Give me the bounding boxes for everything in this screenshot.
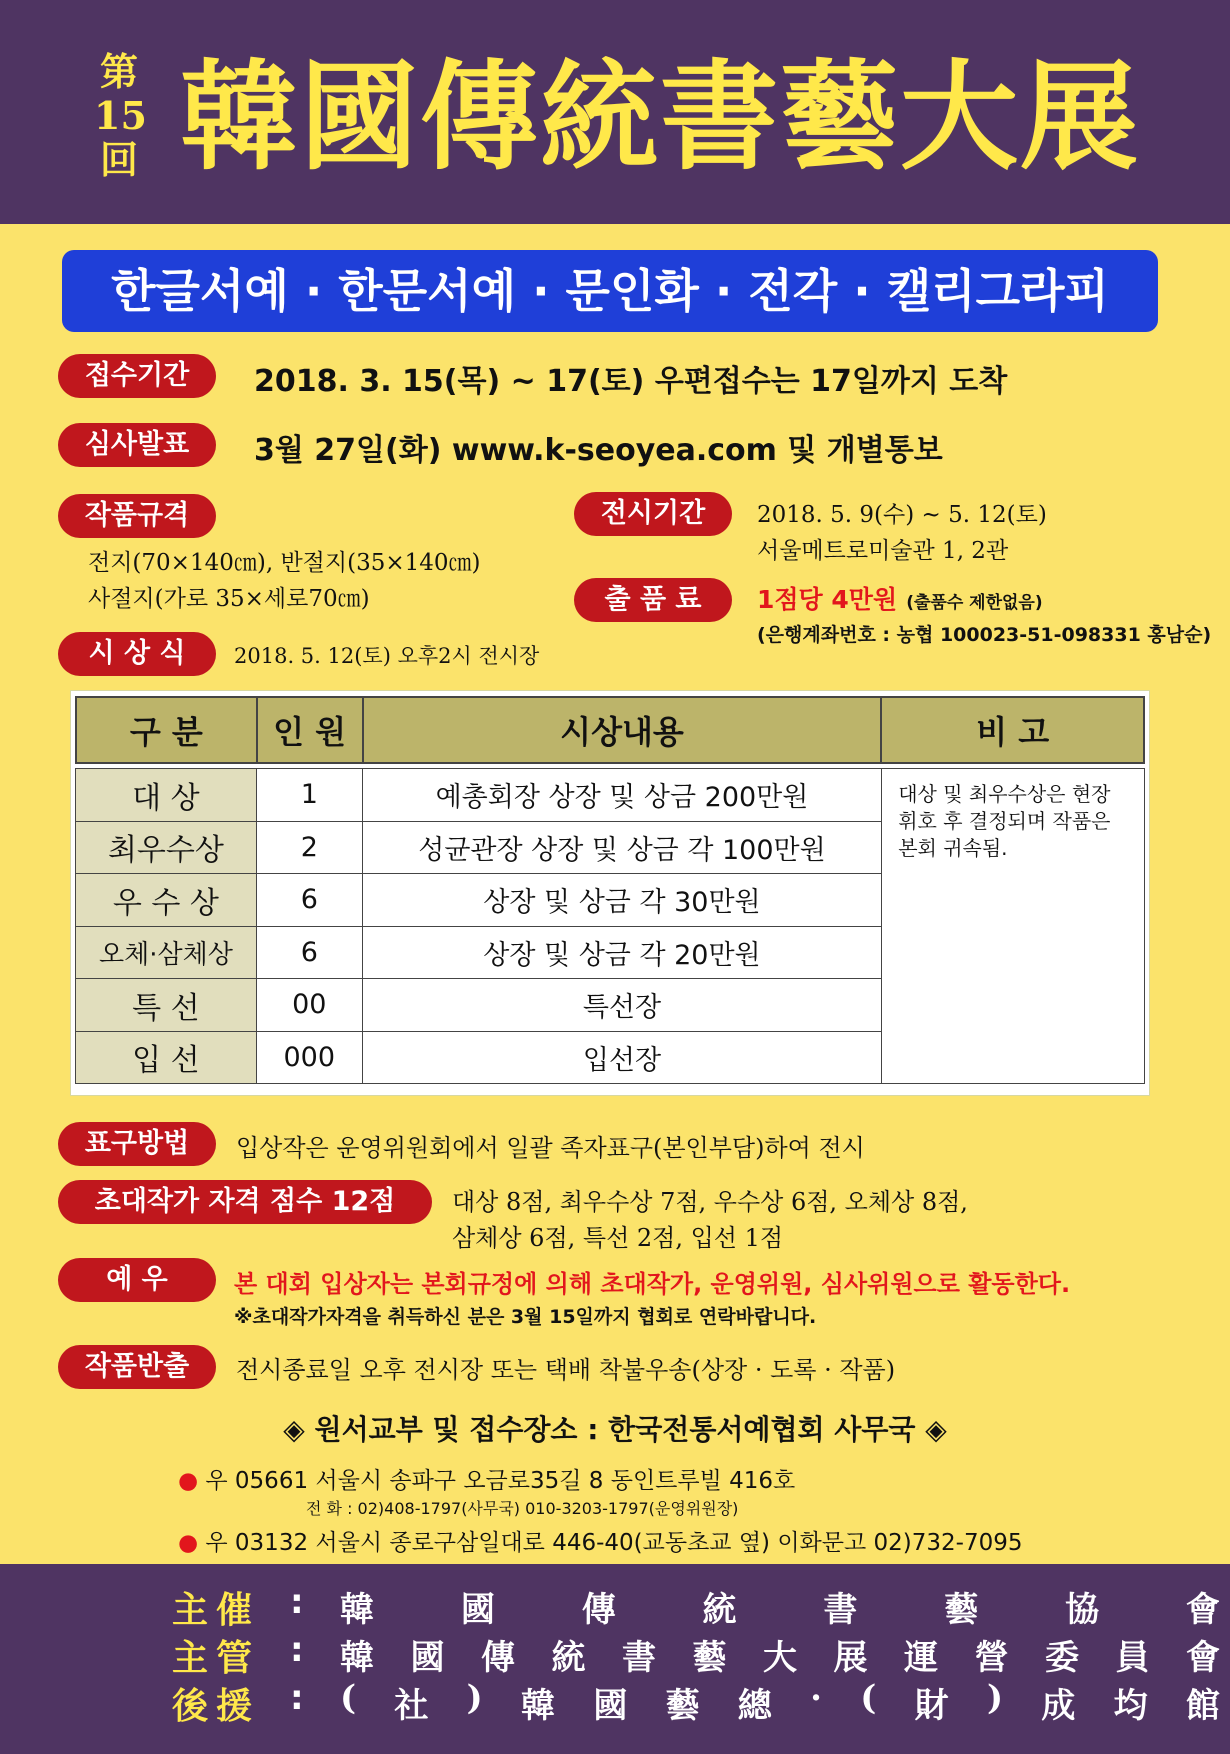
row-count: 000 <box>256 1031 362 1084</box>
invited-line-1: 대상 8점, 최우수상 7점, 우수상 6점, 오체상 8점, <box>452 1188 968 1216</box>
bullet-icon: ● <box>178 1468 199 1494</box>
char: 韓 <box>521 1686 556 1726</box>
edition-label <box>94 49 147 182</box>
row-category: 오체·삼체상 <box>76 926 257 979</box>
privilege-text: 본 대회 입상자는 본회규정에 의해 초대작가, 운영위원, 심사위원으로 활동한다. <box>234 1270 1071 1298</box>
row-content: 예총회장 상장 및 상금 200만원 <box>362 769 881 822</box>
row-count: 1 <box>256 769 362 822</box>
contact-heading: ◈ 원서교부 및 접수장소 : 한국전통서예협회 사무국 ◈ <box>283 1413 947 1446</box>
exhibition-label: 전시기간 <box>574 492 732 536</box>
fee-label: 출 품 료 <box>574 578 732 622</box>
char: 總 <box>737 1686 772 1726</box>
row-content: 입선장 <box>362 1031 881 1084</box>
char: 統 <box>702 1590 737 1630</box>
row-category: 우 수 상 <box>76 874 257 927</box>
char: 書 <box>823 1590 858 1630</box>
char: 協 <box>1065 1590 1100 1630</box>
invited-label: 초대작가 자격 점수 12점 <box>58 1180 432 1224</box>
char: 藝 <box>692 1638 727 1678</box>
row-content: 특선장 <box>362 979 881 1032</box>
reception-text: 2018. 3. 15(목) ~ 17(토) 우편접수는 17일까지 도착 <box>254 364 1008 399</box>
contact-address-2 <box>178 1524 1022 1557</box>
exhibition-date: 2018. 5. 9(수) ~ 5. 12(토) <box>757 502 1047 528</box>
awards-body <box>75 768 1145 1084</box>
spec-label: 작품규격 <box>58 494 216 538</box>
footer-band <box>0 1564 1230 1754</box>
row-category: 입 선 <box>76 1031 257 1084</box>
char: 傳 <box>581 1590 616 1630</box>
char: 書 <box>622 1638 656 1678</box>
row-content: 상장 및 상금 각 20만원 <box>362 926 881 979</box>
char: 韓 <box>340 1638 374 1678</box>
edition-char: 第 <box>99 49 138 94</box>
returning-label: 작품반출 <box>58 1345 216 1389</box>
char: 統 <box>551 1638 586 1678</box>
row-count: 6 <box>256 926 362 979</box>
header-row <box>76 697 1144 763</box>
header-band <box>0 0 1230 224</box>
fee-line <box>757 580 1043 616</box>
address-text: 우 03132 서울시 종로구삼일대로 446-40(교동초교 옆) 이화문고 02)732-7095 <box>205 1530 1023 1556</box>
host-name <box>340 1630 1220 1679</box>
char: 國 <box>460 1590 495 1630</box>
char: 營 <box>974 1638 1009 1678</box>
separator: : <box>290 1678 304 1718</box>
char: 韓 <box>340 1590 374 1630</box>
privilege-note: ※초대작가자격을 취득하신 분은 3월 15일까지 협회로 연락바랍니다. <box>234 1306 817 1328</box>
mounting-label: 표구방법 <box>58 1122 216 1166</box>
row-count: 6 <box>256 874 362 927</box>
char: 運 <box>904 1638 938 1678</box>
row-category: 최우수상 <box>76 821 257 874</box>
contact-phone: 전 화 : 02)408-1797(사무국) 010-3203-1797(운영위원장) <box>306 1499 739 1518</box>
col-note: 비 고 <box>881 697 1144 763</box>
row-note: 대상 및 최우수상은 현장 휘호 후 결정되며 작품은 본회 귀속됨. <box>882 769 1145 1084</box>
contact-address-1 <box>178 1462 795 1495</box>
address-text: 우 05661 서울시 송파구 오금로35길 8 동인트루빌 416호 <box>205 1468 796 1494</box>
spec-line-1: 전지(70×140㎝), 반절지(35×140㎝) <box>88 550 481 576</box>
char: ( <box>340 1678 357 1718</box>
char: 財 <box>914 1686 949 1726</box>
col-category: 구 분 <box>76 697 257 763</box>
char: 社 <box>394 1686 429 1726</box>
table-row <box>76 769 1145 822</box>
organizer-label: 主催 <box>172 1589 261 1631</box>
col-count: 인 원 <box>257 697 363 763</box>
row-content: 상장 및 상금 각 30만원 <box>362 874 881 927</box>
fee-amount: 1점당 4만원 <box>757 585 898 614</box>
char: 藝 <box>665 1686 700 1726</box>
category-banner: 한글서예 · 한문서예 · 문인화 · 전각 · 캘리그라피 <box>62 250 1158 332</box>
ceremony-text: 2018. 5. 12(토) 오후2시 전시장 <box>234 644 540 668</box>
row-count: 00 <box>256 979 362 1032</box>
reception-label: 접수기간 <box>58 354 216 398</box>
awards-header <box>75 696 1145 764</box>
char: ) <box>986 1678 1004 1718</box>
fee-account: (은행계좌번호 : 농협 100023-51-098331 홍남순) <box>757 624 1212 646</box>
char: 傳 <box>481 1638 515 1678</box>
char: ( <box>860 1678 877 1718</box>
organizer-name <box>340 1582 1220 1631</box>
fee-note: (출품수 제한없음) <box>906 593 1043 613</box>
sponsor-name <box>340 1678 1220 1727</box>
edition-char: 回 <box>99 137 138 182</box>
char: 展 <box>833 1638 868 1678</box>
char: 委 <box>1045 1638 1079 1678</box>
char: 會 <box>1186 1638 1220 1678</box>
event-title: 韓國傳統書藝大展 <box>180 47 1141 186</box>
char: ) <box>466 1678 483 1718</box>
separator: : <box>290 1630 304 1670</box>
host-label: 主管 <box>172 1637 261 1679</box>
col-content: 시상내용 <box>363 697 882 763</box>
row-category: 대 상 <box>76 769 257 822</box>
char: 成 <box>1041 1686 1076 1726</box>
returning-text: 전시종료일 오후 전시장 또는 택배 착불우송(상장 · 도록 · 작품) <box>236 1356 896 1384</box>
row-content: 성균관장 상장 및 상금 각 100만원 <box>362 821 881 874</box>
bullet-icon: ● <box>178 1530 199 1556</box>
invited-line-2: 삼체상 6점, 특선 2점, 입선 1점 <box>452 1224 784 1252</box>
row-category: 특 선 <box>76 979 257 1032</box>
char: 館 <box>1185 1686 1220 1726</box>
char: 國 <box>593 1686 628 1726</box>
exhibition-venue: 서울메트로미술관 1, 2관 <box>757 538 1009 564</box>
sponsor-label: 後援 <box>172 1685 261 1727</box>
char: 均 <box>1113 1686 1148 1726</box>
awards-table <box>70 690 1150 1096</box>
char: 國 <box>410 1638 445 1678</box>
char: 會 <box>1185 1590 1220 1630</box>
result-text: 3월 27일(화) www.k-seoyea.com 및 개별통보 <box>254 433 943 468</box>
result-label: 심사발표 <box>58 423 216 467</box>
ceremony-label: 시 상 식 <box>58 632 216 676</box>
row-count: 2 <box>256 821 362 874</box>
privilege-label: 예 우 <box>58 1258 216 1302</box>
edition-number: 15 <box>94 93 147 138</box>
char: 藝 <box>944 1590 979 1630</box>
char: · <box>810 1678 822 1718</box>
mounting-text: 입상작은 운영위원회에서 일괄 족자표구(본인부담)하여 전시 <box>236 1134 865 1162</box>
separator: : <box>290 1582 304 1622</box>
char: 員 <box>1115 1638 1150 1678</box>
spec-line-2: 사절지(가로 35×세로70㎝) <box>88 586 370 612</box>
char: 大 <box>763 1638 797 1678</box>
